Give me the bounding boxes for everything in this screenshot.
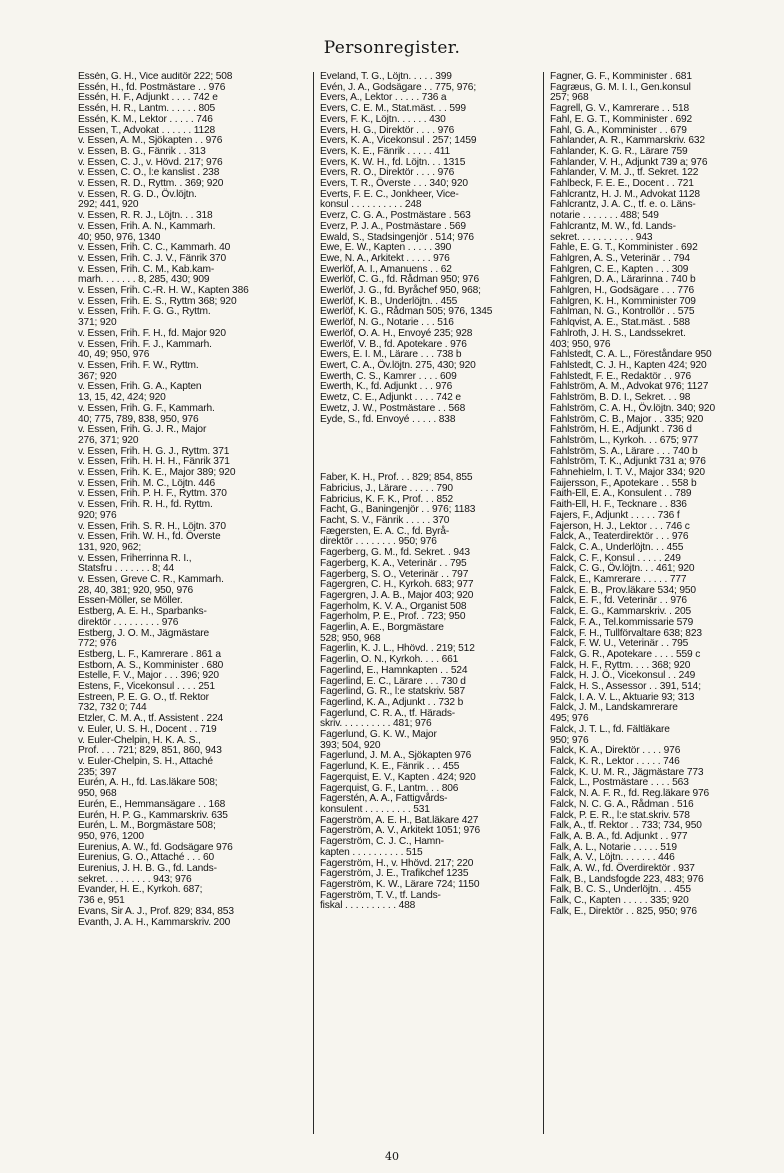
register-entry: Falk, B., Landsfogde 223, 483; 976 — [550, 873, 704, 885]
register-entry: Fagerquist, G. F., Lantm. . . 806 — [320, 782, 459, 794]
register-entry: Eveland, T. G., Löjtn. . . . . 399 — [320, 72, 452, 82]
register-entry: v. Essen, Frih. C. J. V., Fänrik 370 — [78, 252, 227, 264]
register-entry: Fahlström, L., Kyrkoh. . . 675; 977 — [550, 434, 699, 446]
register-entry: Fahl, G. A., Komminister . . 679 — [550, 124, 687, 136]
register-entry: Prof. . . . 721; 829, 851, 860, 943 — [78, 745, 222, 757]
register-entry: Fahlgren, C. E., Kapten . . . 309 — [550, 263, 689, 275]
register-entry: Fagerström, C. J. C., Hamn- — [320, 836, 444, 848]
register-entry: v. Essen, R. G. D., Öv.löjtn. — [78, 188, 197, 200]
section-gap — [320, 425, 539, 473]
register-entry: Falck, N. A. F. R., fd. Reg.läkare 976 — [550, 788, 710, 800]
register-entry: Fagerquist, E. V., Kapten . 424; 920 — [320, 771, 476, 783]
register-entry: Fajers, F., Adjunkt . . . . . 736 f — [550, 509, 680, 521]
register-entry: v. Essen, Frih. G. J. R., Major — [78, 424, 207, 436]
register-entry: Estborn, A. S., Komminister . 680 — [78, 659, 224, 671]
register-entry: Falck, G. R., Apotekare . . . . 559 c — [550, 648, 701, 660]
register-entry: 950, 976, 1200 — [78, 830, 144, 842]
register-entry: skriv. . . . . . . . . . 481; 976 — [320, 718, 432, 730]
register-entry: Ewerlöf, A. I., Amanuens . . 62 — [320, 263, 452, 275]
register-entry: Everz, C. G. A., Postmästare . 563 — [320, 210, 471, 222]
register-entry: 40; 775, 789, 838, 950, 976 — [78, 413, 199, 425]
register-entry: v. Essen, Frih. H. H. H., Fänrik 371 — [78, 456, 230, 468]
register-entry: Fagerlund, C. R. A., tf. Härads- — [320, 707, 456, 719]
register-entry: Fahlcrantz, H. J. M., Advokat 1128 — [550, 188, 700, 200]
page-number: 40 — [385, 1150, 399, 1163]
register-entry: 528; 950, 968 — [320, 632, 381, 644]
register-entry: Ewerlöf, J. G., fd. Byråchef 950, 968; — [320, 285, 481, 297]
register-entry: Ewers, E. I. M., Lärare . . . 738 b — [320, 349, 462, 361]
register-entry: Ewerlöf, K. G., Rådman 505; 976, 1345 — [320, 306, 493, 318]
register-entry: Ewald, S., Stadsingenjör . 514; 976 — [320, 231, 474, 243]
register-entry: Fægersten, E. A. C., fd. Byrå- — [320, 525, 450, 537]
register-entry: Fagerberg, K. A., Veterinär . . 795 — [320, 557, 467, 569]
register-entry: v. Essen, Frih. A. N., Kammarh. — [78, 220, 216, 232]
register-entry: Falk, A. W., fd. Överdirektör . 937 — [550, 863, 695, 875]
register-entry: Eurén, E., Hemmansägare . . 168 — [78, 798, 226, 810]
register-entry: v. Essen, Frih. K. E., Major 389; 920 — [78, 467, 236, 479]
register-entry: Fahlström, H. E., Adjunkt . 736 d — [550, 424, 692, 436]
register-entry: Fahlström, T. K., Adjunkt 731 a; 976 — [550, 456, 706, 468]
register-entry: Fagerlund, G. K. W., Major — [320, 729, 437, 741]
register-entry: Fagerlin, A. E., Borgmästare — [320, 622, 444, 634]
register-entry: Fagerlind, K. A., Adjunkt . . 732 b — [320, 696, 464, 708]
register-entry: Falk, A., tf. Rektor . . 733; 734, 950 — [550, 820, 702, 832]
register-entry: Falck, E. G., Kammarskriv. . 205 — [550, 606, 692, 618]
register-entry: Fahlqvist, A. E., Stat.mäst. . 588 — [550, 317, 690, 329]
register-entry: Fabricius, J., Lärare . . . . . 790 — [320, 482, 453, 494]
register-entry: Evanth, J. A. H., Kammarskriv. 200 — [78, 916, 231, 928]
register-column-1 — [78, 72, 313, 1134]
register-entry: Evans, Sir A. J., Prof. 829; 834, 853 — [78, 905, 234, 917]
register-entry: 736 e, 951 — [78, 895, 125, 907]
register-entry: Falck, C. G., Öv.löjtn. . . 461; 920 — [550, 563, 695, 575]
register-entry: Fagergren, J. A. B., Major 403; 920 — [320, 589, 474, 601]
register-entry: Eurén, H. P. G., Kammarskriv. 635 — [78, 809, 228, 821]
register-entry: Fahlgren, H., Godsägare . . . 776 — [550, 285, 694, 297]
register-entry: Fagerlin, O. N., Kyrkoh. . . . 661 — [320, 654, 459, 666]
register-entry: Fahlstedt, C. J. H., Kapten 424; 920 — [550, 359, 707, 371]
register-entry: Ewerth, C. S., Kamrer . . . . 609 — [320, 370, 457, 382]
register-entry: v. Essen, C. O., l:e kanslist . 238 — [78, 167, 220, 179]
register-entry: 257; 968 — [550, 92, 589, 104]
register-entry: v. Essen, Greve C. R., Kammarh. — [78, 574, 224, 586]
register-entry: Falck, J. T. L., fd. Fältläkare — [550, 723, 670, 735]
register-entry: Evers, C. E. M., Stat.mäst. . . 599 — [320, 103, 466, 115]
register-entry: Eurenius, A. W., fd. Godsägare 976 — [78, 841, 233, 853]
register-entry: Falck, H. S., Assessor . . 391, 514; — [550, 681, 701, 693]
register-entry: Falk, E., Direktör . . 825, 950; 976 — [550, 905, 697, 917]
register-entry: v. Essen, Frih. E. S., Ryttm 368; 920 — [78, 295, 237, 307]
register-entry: v. Essen, Frih. S. R. H., Löjtn. 370 — [78, 520, 226, 532]
register-entry: v. Essen, Frih. H. G. J., Ryttm. 371 — [78, 445, 230, 457]
register-entry: Fahlbeck, F. E. E., Docent . . 721 — [550, 178, 694, 190]
register-entry: Fahlgren, A. S., Veterinär . . 794 — [550, 252, 690, 264]
register-entry: Falck, F. W. U., Veterinär . . 795 — [550, 638, 689, 650]
register-entry: 276, 371; 920 — [78, 434, 139, 446]
register-entry: notarie . . . . . . . 488; 549 — [550, 210, 659, 222]
register-entry: Fahlcrantz, J. A. C., tf. e. o. Läns- — [550, 199, 696, 211]
register-entry: Falck, E. F., fd. Veterinär . . 976 — [550, 595, 687, 607]
register-entry: Fabricius, K. F. K., Prof. . . 852 — [320, 493, 454, 505]
register-entry: v. Essen, Frih. G. A., Kapten — [78, 381, 202, 393]
register-columns — [78, 72, 766, 1134]
register-entry: direktör . . . . . . . . 950; 976 — [320, 536, 437, 548]
register-entry: Ewerlöf, C. G., fd. Rådman 950; 976 — [320, 274, 479, 286]
register-entry: Essén, G. H., Vice auditör 222; 508 — [78, 72, 233, 82]
register-entry: 292; 441, 920 — [78, 199, 139, 211]
register-entry: Fagerström, T. V., tf. Lands- — [320, 889, 441, 901]
page-title: Personregister. — [323, 38, 461, 58]
register-entry: Essen, T., Advokat . . . . . . 1128 — [78, 124, 216, 136]
register-entry: v. Essen, Frih. F. H., fd. Major 920 — [78, 327, 226, 339]
register-entry: Ewerlöf, N. G., Notarie . . . 516 — [320, 317, 454, 329]
register-entry: Fahlström, C. B., Major . . 335; 920 — [550, 413, 704, 425]
register-entry: 403; 950, 976 — [550, 338, 611, 350]
register-entry: Essén, K. M., Lektor . . . . . 746 — [78, 113, 213, 125]
register-entry: v. Essen, Frih. P. H. F., Ryttm. 370 — [78, 488, 227, 500]
register-entry: 772; 976 — [78, 638, 117, 650]
register-entry: Falck, I. A. V. L., Aktuarie 93; 313 — [550, 691, 695, 703]
register-entry: Falk, B. C. S., Underlöjtn. . . 455 — [550, 884, 691, 896]
register-entry: Fagerström, A. V., Arkitekt 1051; 976 — [320, 825, 480, 837]
register-entry: direktör . . . . . . . . . 976 — [78, 616, 179, 628]
register-entry: Statsfru . . . . . . . 8; 44 — [78, 563, 175, 575]
register-entry: 950, 968 — [78, 788, 117, 800]
register-entry: Falck, J. M., Landskamrerare — [550, 702, 678, 714]
register-entry: Estreen, P. E. G. O., tf. Rektor — [78, 691, 209, 703]
register-entry: Ewe, E. W., Kapten . . . . . 390 — [320, 242, 452, 254]
register-entry: 131, 920, 962; — [78, 541, 142, 553]
register-entry: Ewerlöf, K. B., Underlöjtn. . 455 — [320, 295, 458, 307]
register-entry: v. Essen, Frih. C. C., Kammarh. 40 — [78, 242, 231, 254]
register-entry: Faijersson, F., Apotekare . . 558 b — [550, 477, 697, 489]
register-entry: Evers, K. W. H., fd. Löjtn. . . 1315 — [320, 156, 466, 168]
register-entry: Falck, H. F., Ryttm. . . . 368; 920 — [550, 659, 691, 671]
register-entry: Fagner, G. F., Komminister . 681 — [550, 72, 692, 82]
register-entry: 40; 950, 976, 1340 — [78, 231, 161, 243]
register-entry: Fagerlind, E. C., Lärare . . . 730 d — [320, 675, 466, 687]
register-entry: sekret. . . . . . . . . 943; 976 — [78, 873, 192, 885]
register-entry: Ewert, C. A., Öv.löjtn. 275, 430; 920 — [320, 359, 476, 371]
register-entry: Evers, K. A., Vicekonsul . 257; 1459 — [320, 135, 477, 147]
register-entry: Falck, C. F., Konsul . . . . . 249 — [550, 552, 681, 564]
register-entry: Falck, F. H., Tullförvaltare 638; 823 — [550, 627, 702, 639]
register-entry: Falk, C., Kapten . . . . . 335; 920 — [550, 895, 689, 907]
register-entry: Fagerholm, P. E., Prof. . 723; 950 — [320, 611, 466, 623]
register-entry: v. Essen, Frih. F. J., Kammarh. — [78, 338, 212, 350]
register-entry: Fagerberg, G. M., fd. Sekret. . 943 — [320, 547, 470, 559]
register-entry: 367; 920 — [78, 370, 117, 382]
register-entry: fiskal . . . . . . . . . . 488 — [320, 900, 416, 912]
register-entry: 950; 976 — [550, 734, 589, 746]
register-entry: Falck, H. J. Ö., Vicekonsul . . 249 — [550, 670, 696, 682]
register-column-2 — [313, 72, 543, 1134]
register-entry: Ewe, N. A., Arkitekt . . . . . 976 — [320, 252, 450, 264]
register-entry: Fahlström, C. A. H., Öv.löjtn. 340; 920 — [550, 402, 715, 414]
register-entry: v. Euler-Chelpin, S. H., Attaché — [78, 756, 213, 767]
register-entry: Fagerberg, S. O., Veterinär . . 797 — [320, 568, 469, 580]
register-entry: v. Essen, A. M., Sjökapten . . 976 — [78, 135, 223, 147]
register-entry: Falck, K. U. M. R., Jägmästare 773 — [550, 766, 704, 778]
register-entry: Estberg, A. E. H., Sparbanks- — [78, 606, 207, 618]
register-entry: Fagerstén, A. A., Fattigvårds- — [320, 793, 448, 805]
register-entry: v. Essen, Frih. C.-R. H. W., Kapten 386 — [78, 285, 249, 297]
register-entry: Essén, H., fd. Postmästare . . 976 — [78, 81, 226, 93]
register-entry: v. Essen, Frih. F. G. G., Ryttm. — [78, 306, 211, 318]
register-entry: Falck, F. A., Tel.kommissarie 579 — [550, 616, 694, 628]
register-entry: Ewetz, C. E., Adjunkt . . . . 742 e — [320, 392, 461, 404]
register-entry: Fagerström, K. W., Lärare 724; 1150 — [320, 878, 480, 890]
register-entry: Faith-Ell, E. A., Konsulent . . 789 — [550, 488, 692, 500]
register-entry: Falk, A. L., Notarie . . . . . 519 — [550, 841, 677, 853]
register-entry: Estberg, J. O. M., Jägmästare — [78, 627, 209, 639]
register-entry: Fagræus, G. M. I. I., Gen.konsul — [550, 81, 691, 93]
register-entry: Fagerström, J. E., Trafikchef 1235 — [320, 868, 469, 880]
register-entry: sekret. . . . . . . . . . . 943 — [550, 231, 653, 243]
register-entry: v. Essen, R. R. J., Löjtn. . . 318 — [78, 210, 213, 222]
register-entry: Fahlcrantz, M. W., fd. Lands- — [550, 220, 676, 232]
register-entry: Faith-Ell, H. F., Tecknare . . 836 — [550, 499, 687, 511]
register-entry: Eurenius, J. H. B. G., fd. Lands- — [78, 863, 217, 875]
register-entry: Fagerström, A. E. H., Bat.läkare 427 — [320, 814, 479, 826]
register-entry: Evers, T. R., Överste . . . 340; 920 — [320, 178, 468, 190]
register-entry: Falck, N. C. G. A., Rådman . 516 — [550, 798, 694, 810]
register-entry: marh. . . . . . . 8, 285, 430; 909 — [78, 274, 210, 286]
register-entry: v. Essen, Frih. G. F., Kammarh. — [78, 402, 215, 414]
register-entry: v. Essen, Frih. F. W., Ryttm. — [78, 359, 199, 371]
register-entry: Fahlstedt, C. A. L., Föreståndare 950 — [550, 349, 712, 361]
register-entry: Falk, A. V., Löjtn. . . . . . . 446 — [550, 852, 675, 864]
register-entry: Fagerholm, K. V. A., Organist 508 — [320, 600, 467, 612]
register-entry: v. Euler, U. S. H., Docent . . 719 — [78, 723, 217, 735]
register-entry: v. Essen, Frih. C. M., Kab.kam- — [78, 263, 215, 275]
register-entry: Eurén, A. H., fd. Las.läkare 508; — [78, 777, 218, 789]
register-entry: Falck, E. B., Prov.läkare 534; 950 — [550, 584, 696, 596]
register-entry: konsul . . . . . . . . . . 248 — [320, 199, 422, 211]
register-entry: Fahlström, A. M., Advokat 976; 1127 — [550, 381, 709, 393]
register-entry: Fagrell, G. V., Kamrerare . . 518 — [550, 103, 690, 115]
register-entry: Falck, A., Teaterdirektör . . . 976 — [550, 531, 689, 543]
register-entry: Everz, P. J. A., Postmästare . 569 — [320, 220, 466, 232]
register-entry: Facht, G., Baningenjör . . 976; 1183 — [320, 504, 476, 516]
register-entry: Evers, H. G., Direktör . . . . 976 — [320, 124, 455, 136]
register-entry: Fahnehielm, I. T. V., Major 334; 920 — [550, 467, 705, 479]
register-entry: Etzler, C. M. A., tf. Assistent . 224 — [78, 713, 224, 725]
register-entry: Estens, F., Vicekonsul . . . . 251 — [78, 681, 215, 693]
register-entry: Fagerlin, K. J. L., Hhövd. . 219; 512 — [320, 643, 475, 655]
register-entry: konsulent . . . . . . . . . 531 — [320, 804, 430, 815]
register-entry: v. Essen, C. J., v. Hövd. 217; 976 — [78, 156, 223, 168]
register-entry: 393; 504, 920 — [320, 739, 381, 751]
register-entry: 28, 40, 381; 920, 950, 976 — [78, 584, 194, 596]
register-entry: Ewerth, K., fd. Adjunkt . . . 976 — [320, 381, 453, 393]
register-entry: Fahle, E. G. T., Komminister . 692 — [550, 242, 698, 254]
register-entry: Fahlander, A. R., Kammarskriv. 632 — [550, 135, 705, 147]
register-entry: Falk, A. B. A., fd. Adjunkt . . 977 — [550, 830, 688, 842]
register-entry: Fagergren, C. H., Kyrkoh. 683; 977 — [320, 579, 474, 591]
register-entry: Fagerström, H., v. Hhövd. 217; 220 — [320, 857, 474, 869]
register-entry: Evers, K. E., Fänrik . . . . . 411 — [320, 145, 451, 157]
register-entry: Evers, R. O., Direktör . . . . 976 — [320, 167, 455, 179]
register-entry: Evers, A., Lektor . . . . . 736 a — [320, 92, 447, 104]
register-entry: Falck, K. A., Direktör . . . . 976 — [550, 745, 681, 757]
register-entry: Essen-Möller, se Möller. — [78, 595, 183, 607]
register-entry: Ewerlöf, O. A. H., Envoyé 235; 928 — [320, 327, 473, 339]
register-entry: 920; 976 — [78, 509, 117, 521]
register-entry: Estberg, L. F., Kamrerare . 861 a — [78, 648, 221, 660]
register-entry: Ewerlöf, V. B., fd. Apotekare . 976 — [320, 338, 467, 350]
register-entry: Eurén, L. M., Borgmästare 508; — [78, 820, 216, 832]
register-entry: Fagerlund, K. E., Fänrik . . . 455 — [320, 761, 460, 773]
register-entry: v. Essen, B. G., Fänrik . . 313 — [78, 145, 206, 157]
register-entry: Falck, L., Postmästare . . . . 563 — [550, 777, 689, 789]
register-entry: Fahlstedt, F. E., Redaktör . . 976 — [550, 370, 691, 382]
register-entry: Essén, H. F., Adjunkt . . . . 742 e — [78, 92, 218, 104]
register-entry: v. Essen, R. D., Ryttm. . 369; 920 — [78, 178, 224, 190]
register-entry: v. Euler-Chelpin, H. K. A. S., — [78, 734, 201, 746]
register-entry: Evén, J. A., Godsägare . . 775, 976; — [320, 81, 477, 93]
register-entry: Ewetz, J. W., Postmästare . . 568 — [320, 402, 466, 414]
register-entry: Fahl, E. G. T., Komminister . 692 — [550, 113, 693, 125]
register-entry: 732, 732 0; 744 — [78, 702, 147, 714]
register-entry: Fagerlind, G. R., l:e statskriv. 587 — [320, 686, 466, 698]
register-entry: Fahlander, V. M. J., tf. Sekret. 122 — [550, 167, 699, 179]
register-entry: Fahlgren, K. H., Komminister 709 — [550, 295, 696, 307]
register-entry: 495; 976 — [550, 713, 589, 725]
register-entry: Fahlström, B. D. I., Sekret. . . 98 — [550, 392, 691, 404]
register-entry: Facht, S. V., Fänrik . . . . . 370 — [320, 515, 450, 527]
register-entry: Falck, E., Kamrerare . . . . . 777 — [550, 574, 687, 586]
register-entry: Fahlström, S. A., Lärare . . . 740 b — [550, 445, 698, 457]
register-entry: Fahlander, V. H., Adjunkt 739 a; 976 — [550, 156, 708, 168]
register-entry: Fajerson, H. J., Lektor . . . 746 c — [550, 520, 690, 532]
register-entry: Fahlman, N. G., Kontrollör . . 575 — [550, 306, 695, 318]
register-entry: Evers, F. K., Löjtn. . . . . . 430 — [320, 113, 446, 125]
register-entry: Fagerlind, E., Hamnkapten . . 524 — [320, 664, 468, 676]
register-entry: Estelle, F. V., Major . . . 396; 920 — [78, 670, 219, 682]
register-entry: 235; 397 — [78, 766, 117, 778]
register-entry: 371; 920 — [78, 317, 117, 329]
register-entry: Essén, H. R., Lantm. . . . . . 805 — [78, 103, 216, 115]
register-entry: v. Essen, Friherrinna R. I., — [78, 552, 192, 564]
register-entry: Falck, K. R., Lektor . . . . . 746 — [550, 756, 680, 767]
register-entry: 40, 49; 950, 976 — [78, 349, 150, 361]
register-entry: kapten . . . . . . . . . . 515 — [320, 846, 423, 858]
register-entry: Falck, C. A., Underlöjtn. . . 455 — [550, 541, 684, 553]
register-entry: Everts, F. E. C., Jonkheer, Vice- — [320, 188, 459, 200]
register-entry: Evander, H. E., Kyrkoh. 687; — [78, 884, 203, 896]
register-entry: Fahlander, K. G. R., Lärare 759 — [550, 145, 688, 157]
register-entry: v. Essen, Frih. R. H., fd. Ryttm. — [78, 499, 213, 511]
register-entry: Falck, P. E. R., l:e stat.skriv. 578 — [550, 809, 690, 821]
register-entry: Fagerlund, J. M. A., Sjökapten 976 — [320, 750, 472, 762]
register-entry: Faber, K. H., Prof. . . 829; 854, 855 — [320, 472, 473, 484]
register-entry: v. Essen, Frih. M. C., Löjtn. 446 — [78, 477, 215, 489]
register-entry: Fahlroth, J. H. S., Landssekret. — [550, 327, 686, 339]
register-entry: Fahlgren, D. A., Lärarinna . 740 b — [550, 274, 696, 286]
register-entry: Eyde, S., fd. Envoyé . . . . . 838 — [320, 413, 456, 425]
register-entry: Eurenius, G. O., Attaché . . . 60 — [78, 852, 215, 864]
register-column-3 — [543, 72, 766, 1134]
register-entry: v. Essen, Frih. W. H., fd. Överste — [78, 531, 221, 543]
register-entry: 13, 15, 42, 424; 920 — [78, 392, 166, 404]
